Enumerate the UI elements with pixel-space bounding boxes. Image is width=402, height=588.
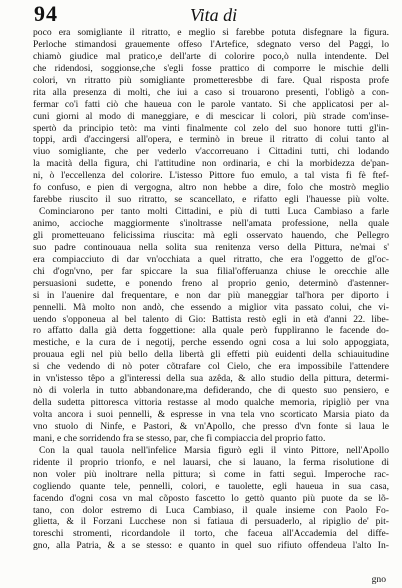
text-line: chi d'ogn'vno, per far spiccare la sua filial'offeruanza chiuse le orecchie alle (33, 265, 389, 277)
text-line: persuasioni sudette, e ponendo freno al proprio genio, determinò d'astenner- (33, 277, 389, 289)
text-line: nò di volerla in tutto abbandonare,ma defiderando, che di questo suo pensiero, e (33, 385, 389, 397)
text-line: fermar co'i fatti ciò che haueua con le parole vantato. Si che applicatosi per al- (33, 98, 389, 110)
text-line: vno stuolo di Ninfe, e Pastori, & vn'Apollo, che presso d'vn fonte si laua le (33, 420, 389, 432)
text-line: si che vedendo di nò poter cõtrafare col Cielo, che era impossibile l'attendere (33, 361, 389, 373)
text-line: Cominciarono per tanto molti Cittadini, e più di tutti Luca Cambiaso a farle (39, 206, 389, 218)
text-line: gno, alla Patria, & a se stesso: e quanto in quel suo rifiuto offendeua l'alto In- (33, 540, 389, 552)
text-line: facendo d'ogni cosa vn mal cõposto fascetto lo gettò quanto più puote da se lõ- (33, 492, 389, 504)
text-line: poco era somigliante il ritratto, e meglio si farebbe potuta disfegnare la figura. (33, 27, 389, 38)
text-line: mestiche, e la cura de i negotij, perche essendo ogni cosa a lui solo appoggiata, (33, 337, 389, 349)
text-line: glietta, & il Forzani Lucchese non si fatiaua di persuaderlo, al ripiglio de' pit- (33, 516, 389, 528)
text-line: prouaua egli nel più bello della libertà gli effetti più euidenti della schiauitudine (33, 349, 389, 361)
text-line: rita alla presenza di molti, che iui a caso si trouarono presenti, l'obligò a con- (33, 86, 389, 98)
text-line: uendo s'opponeua al bel talento di Gio: Battista restò egli in età d'anni 22. libe- (33, 313, 389, 325)
text-line: volta ancora i suoi pennelli, & espresse in vna tela vno scorticato Marsia piato da (33, 409, 389, 420)
text-line: Con la qual tauola nell'infelice Marsia figurò egli il vinto Pittore, nell'Apollo (39, 444, 389, 456)
text-line: cogliendo quante tele, pennelli, colori, e tauolette, egli haueua in sua casa, (33, 480, 389, 492)
text-line: era compiacciuto di dar vn'occhiata a quel ritratto, che era l'oggetto de gl'oc- (33, 253, 389, 265)
text-line: animo, accioche maggiormente s'inoltrasse nell'amata professione, nella quale (33, 218, 389, 229)
page-header (20, 2, 382, 26)
text-line: suo padre continouaua nella solita sua renitenza verso della Pittura, ne'mai s' (33, 241, 389, 253)
catchword: gno (371, 574, 386, 585)
text-line: della sudetta pittoresca vittoria restasse al modo qualche memoria, ripigliò per vna (33, 397, 389, 409)
body-text (33, 27, 389, 583)
text-line: spertò da principio tetò: ma vinti finalmente col zelo del suo honore tutti gl'in- (33, 122, 389, 134)
text-line: toreschi stromenti, ricordandole il torto, che faceua all'Accademia del diffe- (33, 528, 389, 540)
text-line: in vn'istesso têpo a gl'interessi della sua azêda, & allo studio della pittura, determi- (33, 373, 389, 385)
text-line: colori, vn ritratto più somigliante prometteresbbe di fare. Qual risposta profe (33, 74, 389, 86)
text-line: cuni giorni al modo di maneggiare, e di mescicar li colori, più strade com'inse- (33, 110, 389, 122)
text-line: Perloche stimandosi grauemente offeso l'Artefice, sdegnato verso del Paggi, lo (33, 38, 389, 50)
text-line: ni, ò l'eccellenza del colorire. L'istesso Pittore fuo emulo, a tal vista fi fè ftef- (33, 170, 389, 182)
text-line: farebbe riuscito il suo ritratto, se scancellato, e rifatto egli l'hauesse più volte. (33, 194, 389, 206)
text-line: si in l'auenire dal frequentare, e non dar più maneggiar tal'hora per diporto i (33, 289, 389, 301)
text-line: fo confuso, e pien di vergogna, altro non hebbe a dire, folo che mostrò meglio (33, 182, 389, 194)
text-line: mani, e che sorridendo fra se stesso, par, che fi compiaccia del proprio fatto. (33, 432, 326, 444)
text-line: ridente il proprio trionfo, e nel lauarsi, che si lauano, la ferma risolutione di (33, 456, 389, 468)
text-line: pennelli. Mà molto non andò, che essendo a miglior vita passato colui, che vi- (33, 301, 389, 313)
text-line: non voler più inoltrare nella pittura; sì come in fatti seguì. Imperoche rac- (33, 468, 389, 480)
text-line: la macità della figura, chi l'attitudine non ordinaria, e chi la morbidezza de'pan- (33, 158, 389, 170)
text-line: ro affatto dalla già detta foggettione: alla quale però fuppliranno le facende do- (33, 325, 389, 337)
running-head: Vita di (190, 5, 238, 25)
page-number: 94 (34, 1, 58, 26)
text-line: toppi, ardì d'accingersi all'opera, e terminò in breue il ritratto di colui tanto al (33, 134, 389, 146)
text-line: viuo somigliante, che per vederlo v'accorreuano i Cittadini tutti, chi lodando (33, 146, 389, 158)
text-line: tano, con dolor estremo di Luca Cambiaso, il quale insieme con Paolo Fo- (33, 504, 389, 516)
text-line: gli prometteuano felicissima riuscita: mà egli osservato hauendo, che Pellegro (33, 229, 389, 241)
text-line: chiamò giudice mal pratico,e dell'arte di colorire poco,ò nulla intendente. Del (33, 50, 389, 62)
text-line: che ridendosi, soggionse,che s'egli fosse prattico di comporre le mischie delli (33, 62, 389, 74)
